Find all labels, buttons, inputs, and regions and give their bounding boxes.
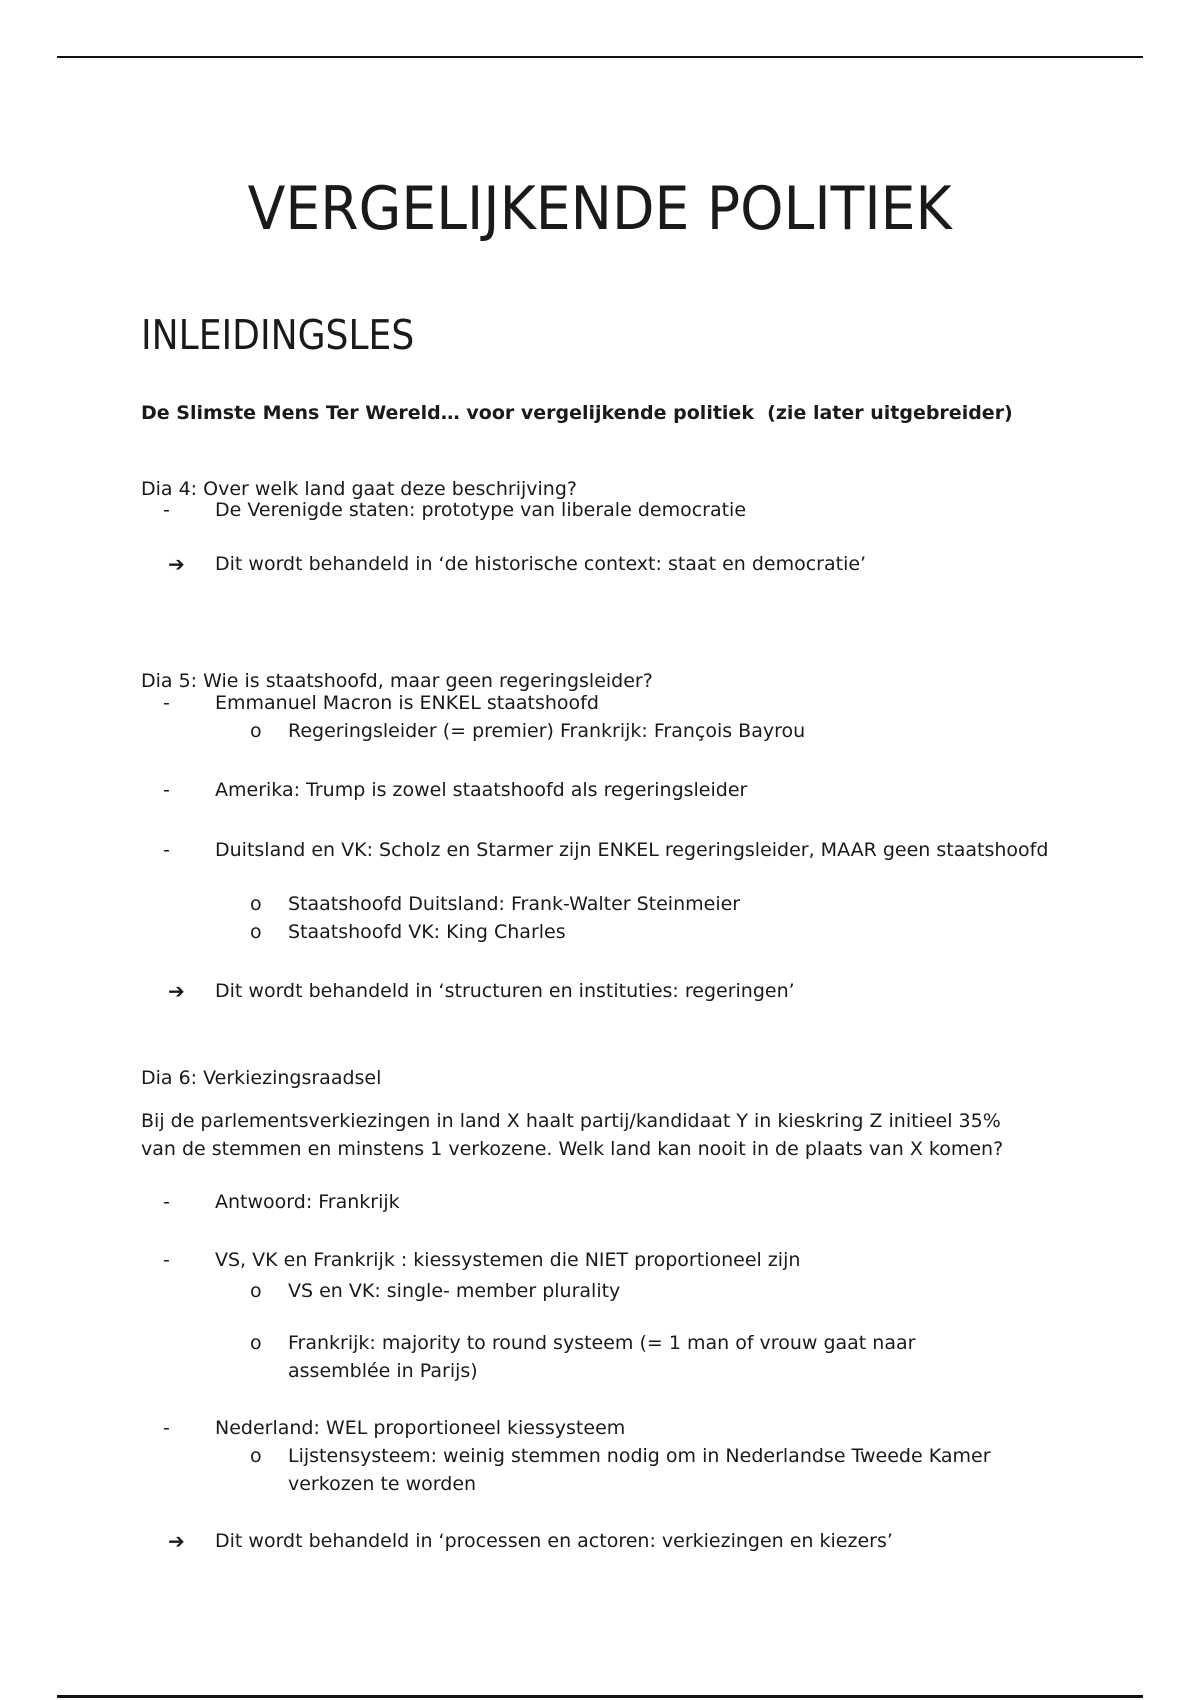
paragraph-dia5: Dia 5: Wie is staatshoofd, maar geen regeringsleider? <box>141 670 653 692</box>
circle-bullet-marker: o <box>250 720 262 742</box>
sub-bullet-text: VS en VK: single- member plurality <box>288 1280 621 1302</box>
sub-bullet-item <box>250 1329 998 1385</box>
sub-bullet-item <box>250 918 566 946</box>
arrow-note <box>168 977 795 1005</box>
bullet-item <box>163 689 599 717</box>
arrow-note <box>168 550 866 578</box>
paragraph-dia6: Dia 6: Verkiezingsraadsel <box>141 1067 382 1089</box>
sub-bullet-text: Frankrijk: majority to round systeem (= 1 man of vrouw gaat naar assemblée in Parijs) <box>288 1332 916 1382</box>
circle-bullet-marker: o <box>250 1445 262 1467</box>
bullet-text: Duitsland en VK: Scholz en Starmer zijn ENKEL regeringsleider, MAAR geen staatshoofd <box>215 839 1049 861</box>
sub-bullet-text: Lijstensysteem: weinig stemmen nodig om in Nederlandse Tweede Kamer verkozen te worden <box>288 1445 991 1495</box>
circle-bullet-marker: o <box>250 893 262 915</box>
dash-bullet-marker: - <box>163 839 170 861</box>
bullet-item <box>163 1414 625 1442</box>
dash-bullet-marker: - <box>163 1417 170 1439</box>
dash-bullet-marker: - <box>163 692 170 714</box>
section-heading-text: INLEIDINGSLES <box>141 311 415 360</box>
circle-bullet-marker: o <box>250 1280 262 1302</box>
circle-bullet-marker: o <box>250 1332 262 1354</box>
dash-bullet-marker: - <box>163 779 170 801</box>
bullet-text: Antwoord: Frankrijk <box>215 1191 400 1213</box>
bullet-item <box>163 1246 800 1274</box>
bullet-item <box>163 1188 400 1216</box>
intro-paragraph: De Slimste Mens Ter Wereld… voor vergelijkende politiek (zie later uitgebreider) <box>141 402 1013 424</box>
bullet-text: VS, VK en Frankrijk : kiessystemen die NIET proportioneel zijn <box>215 1249 801 1271</box>
page-title <box>0 174 1200 245</box>
right-arrow-icon: ➔ <box>168 1529 185 1553</box>
sub-bullet-item <box>250 1442 998 1498</box>
right-arrow-icon: ➔ <box>168 979 185 1003</box>
bullet-text: Emmanuel Macron is ENKEL staatshoofd <box>215 692 599 714</box>
sub-bullet-item <box>250 1277 620 1305</box>
sub-bullet-text: Regeringsleider (= premier) Frankrijk: François Bayrou <box>288 720 806 742</box>
bottom-divider <box>57 1695 1143 1698</box>
sub-bullet-item <box>250 717 805 745</box>
arrow-note <box>168 1527 893 1555</box>
bullet-text: De Verenigde staten: prototype van liberale democratie <box>215 499 747 521</box>
circle-bullet-marker: o <box>250 921 262 943</box>
bullet-text: Amerika: Trump is zowel staatshoofd als regeringsleider <box>215 779 748 801</box>
paragraph-raadsel: Bij de parlementsverkiezingen in land X haalt partij/kandidaat Y in kieskring Z initieel 35% van de stemmen en minstens 1 verkozene. Welk land kan nooit in de plaats van X komen? <box>141 1110 1004 1160</box>
bullet-item <box>163 496 746 524</box>
page-title-text: VERGELIJKENDE POLITIEK <box>247 174 953 245</box>
top-divider <box>57 56 1143 58</box>
sub-bullet-text: Staatshoofd VK: King Charles <box>288 921 566 943</box>
section-heading <box>141 311 452 360</box>
right-arrow-icon: ➔ <box>168 552 185 576</box>
dash-bullet-marker: - <box>163 1249 170 1271</box>
dash-bullet-marker: - <box>163 499 170 521</box>
arrow-note-text: Dit wordt behandeld in ‘structuren en instituties: regeringen’ <box>215 980 795 1002</box>
bullet-text: Nederland: WEL proportioneel kiessysteem <box>215 1417 626 1439</box>
sub-bullet-text: Staatshoofd Duitsland: Frank-Walter Steinmeier <box>288 893 741 915</box>
dash-bullet-marker: - <box>163 1191 170 1213</box>
sub-bullet-item <box>250 890 740 918</box>
arrow-note-text: Dit wordt behandeld in ‘processen en actoren: verkiezingen en kiezers’ <box>215 1530 893 1552</box>
arrow-note-text: Dit wordt behandeld in ‘de historische context: staat en democratie’ <box>215 553 867 575</box>
paragraph-dia4: Dia 4: Over welk land gaat deze beschrijving? <box>141 478 577 500</box>
bullet-item <box>163 836 1048 864</box>
bullet-item <box>163 776 747 804</box>
